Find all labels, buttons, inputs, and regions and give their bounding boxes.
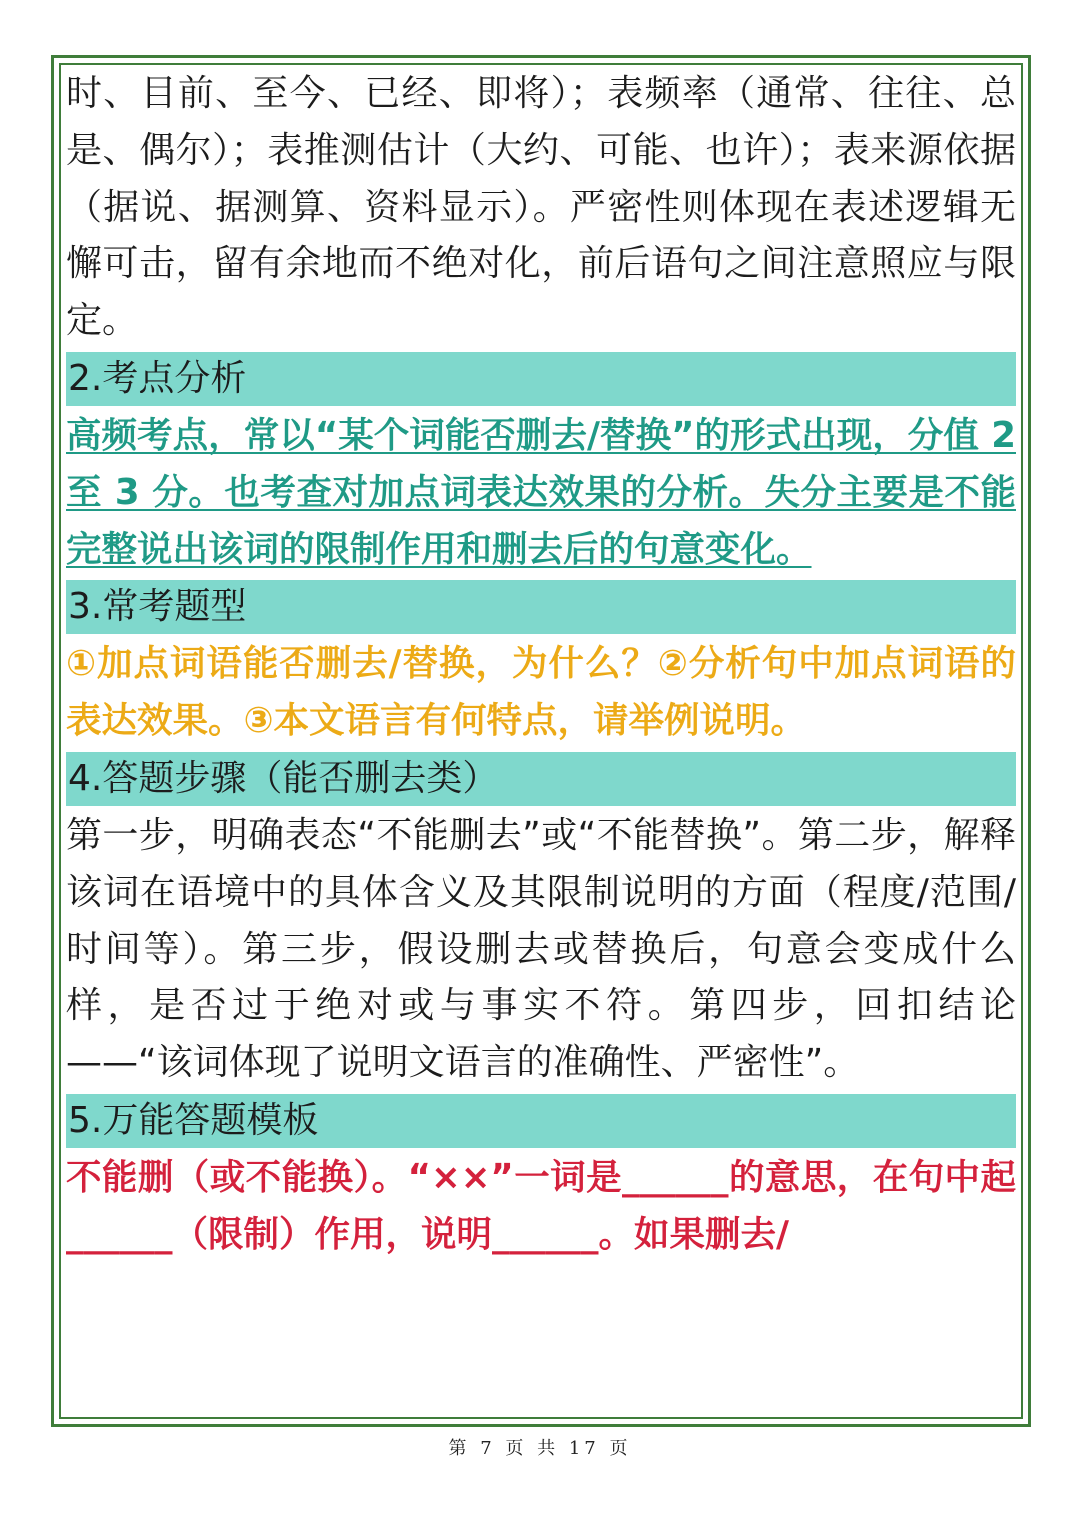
answer-steps-text: 第一步，明确表态“不能删去”或“不能替换”。第二步，解释该词在语境中的具体含义及其限制说明的方面（程度/范围/时间等）。第三步，假设删去或替换后，句意会变成什么样，是否过于绝对或与事实不符。第四步，回扣结论——“该词体现了说明文语言的准确性、严密性”。 [66,814,1016,1084]
page-number-footer: 第 7 页 共 17 页 [448,1438,632,1459]
section-heading-template: 5.万能答题模板 [66,1094,1016,1148]
section-heading-question-types: 3.常考题型 [66,580,1016,634]
intro-paragraph: 时、目前、至今、已经、即将）；表频率（通常、往往、总是、偶尔）；表推测估计（大约、可能、也许）；表来源依据（据说、据测算、资料显示）。严密性则体现在表述逻辑无懈可击，留有余地而不绝对化，前后语句之间注意照应与限定。 [66,73,1016,342]
section-heading-analysis: 2.考点分析 [66,352,1016,406]
template-text: 不能删（或不能换）。“××”一词是______的意思，在句中起______（限制）作用，说明______。如果删去/ [66,1156,1016,1255]
section-heading-answer-steps: 4.答题步骤（能否删去类） [66,752,1016,806]
analysis-text: 高频考点，常以“某个词能否删去/替换”的形式出现，分值 2 至 3 分。也考查对加点词表达效果的分析。失分主要是不能完整说出该词的限制作用和删去后的句意变化。 [66,414,1016,570]
page-content [66,66,1016,1264]
question-types-text: ①加点词语能否删去/替换，为什么？②分析句中加点词语的表达效果。③本文语言有何特点，请举例说明。 [66,643,1016,742]
